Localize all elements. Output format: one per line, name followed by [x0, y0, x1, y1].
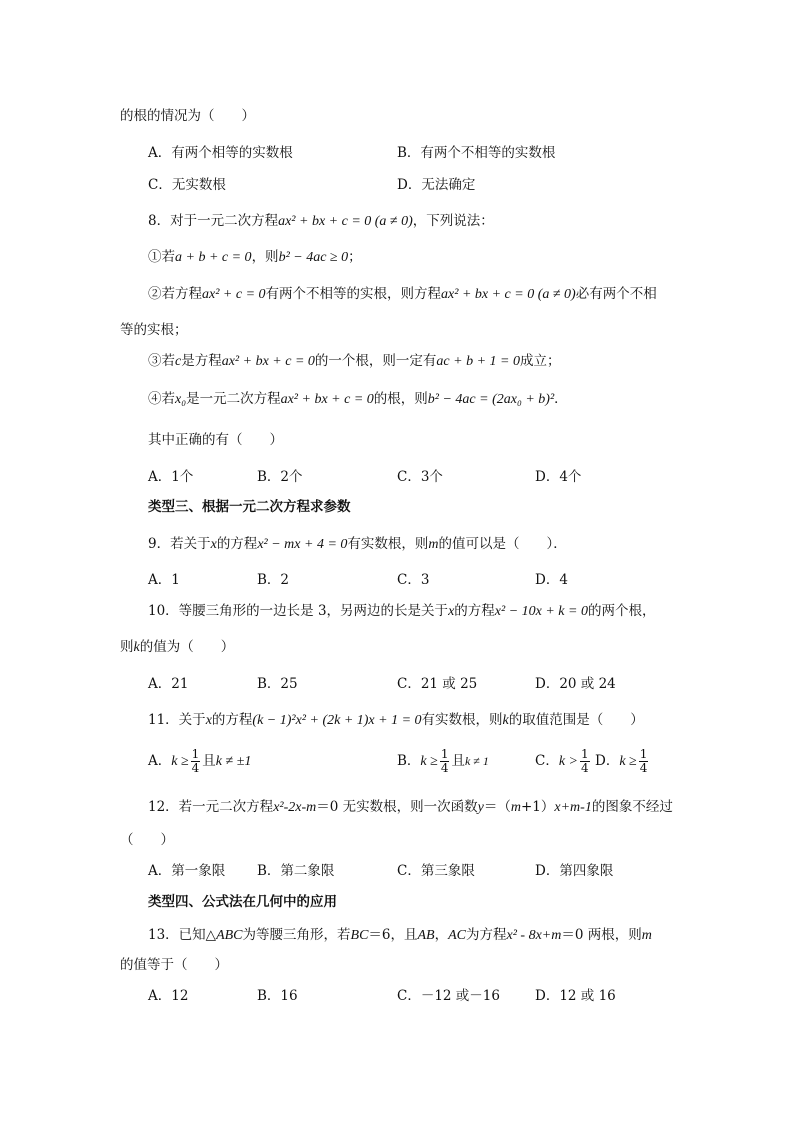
q13-option-c[interactable]: C．－12 或－16	[397, 988, 500, 1004]
q13-option-d[interactable]: D．12 或 16	[535, 988, 616, 1004]
q8-statement-1: ①若a + b + c = 0，则b² − 4ac ≥ 0；	[148, 249, 362, 265]
q11-option-d-fraction: $\frac{1}{4}$	[639, 747, 648, 775]
q8-statement-3: ③若c是方程ax² + bx + c = 0的一个根，则一定有ac + b + 1 = 0成立；	[148, 353, 561, 369]
q11-option-c[interactable]	[535, 748, 592, 775]
q7-option-d[interactable]: D．无法确定	[397, 177, 476, 193]
q12-option-a[interactable]: A．第一象限	[148, 863, 226, 879]
section-heading-4: 类型四、公式法在几何中的应用	[148, 894, 337, 910]
q13-stem-line2: 的值等于（ ）	[120, 957, 228, 973]
q11-stem: 11．关于x的方程(k − 1)²x² + (2k + 1)x + 1 = 0有实数根，则k的取值范围是（ ）	[148, 712, 644, 728]
q13-option-b[interactable]: B．16	[257, 988, 298, 1004]
q11-option-d-label: D．	[595, 753, 620, 769]
q12-option-d[interactable]: D．第四象限	[535, 863, 614, 879]
q9-option-a[interactable]: A．1	[148, 572, 180, 588]
q8-statement-2-cont: 等的实根；	[120, 322, 188, 338]
q11-option-c-relation: k >	[558, 754, 579, 769]
q11-option-d[interactable]	[595, 748, 650, 775]
q12-option-b[interactable]: B．第二象限	[257, 863, 335, 879]
q11-option-b-and: 且	[451, 753, 465, 769]
q8-option-c[interactable]: C．3个	[397, 469, 443, 485]
q11-option-b-label: B．	[397, 753, 421, 769]
q8-statement-4: ④若x₀是一元二次方程ax² + bx + c = 0的根，则b² − 4ac = (2ax₀ + b)²．	[148, 391, 568, 407]
q8-option-a[interactable]: A．1个	[148, 469, 194, 485]
q7-option-c[interactable]: C．无实数根	[148, 177, 226, 193]
q11-option-c-fraction: $\frac{1}{4}$	[581, 747, 589, 775]
q9-option-b[interactable]: B．2	[257, 572, 290, 588]
q8-statement-2: ②若方程ax² + c = 0有两个不相等的实根，则方程ax² + bx + c = 0 (a ≠ 0)必有两个不相	[148, 286, 657, 302]
q10-option-d[interactable]: D．20 或 24	[535, 676, 616, 692]
q11-option-b[interactable]	[397, 748, 489, 775]
q12-stem-line2: （ ）	[120, 832, 174, 848]
q10-stem-line2: 则k的值为（ ）	[120, 639, 235, 655]
q11-option-b-fraction: $\frac{1}{4}$	[440, 747, 449, 775]
q9-option-c[interactable]: C．3	[397, 572, 430, 588]
q11-option-a-and: 且	[202, 753, 216, 769]
q11-option-a-fraction: $\frac{1}{4}$	[191, 747, 200, 775]
q7-stem-tail: 的根的情况为（ ）	[120, 108, 255, 124]
q11-option-b-relation: k ≥	[420, 754, 438, 769]
q13-stem: 13．已知△ABC为等腰三角形，若BC＝6，且AB，AC为方程x² - 8x+m＝0 两根，则m	[148, 927, 652, 943]
q8-stem: 8．对于一元二次方程ax² + bx + c = 0 (a ≠ 0)，下列说法：	[148, 213, 494, 229]
q12-stem: 12．若一元二次方程x²-2x-m＝0 无实数根，则一次函数y＝（m+1）x+m-1的图象不经过	[148, 799, 673, 815]
q11-option-d-relation: k ≥	[619, 754, 637, 769]
q10-stem: 10．等腰三角形的一边长是 3，另两边的长是关于x的方程x² − 10x + k = 0的两个根，	[148, 603, 656, 619]
q11-option-a-cond: k ≠ ±1	[215, 754, 252, 769]
q7-option-b[interactable]: B．有两个不相等的实数根	[397, 145, 556, 161]
q11-option-b-cond: k ≠ 1	[464, 754, 489, 768]
q11-option-a-relation: k ≥	[171, 754, 189, 769]
section-heading-3: 类型三、根据一元二次方程求参数	[148, 499, 351, 515]
q10-option-b[interactable]: B．25	[257, 676, 298, 692]
q8-question: 其中正确的有（ ）	[148, 432, 283, 448]
q11-option-a[interactable]	[148, 748, 251, 775]
q9-option-d[interactable]: D．4	[535, 572, 568, 588]
q11-option-c-label: C．	[535, 753, 559, 769]
q8-option-b[interactable]: B．2个	[257, 469, 303, 485]
q12-option-c[interactable]: C．第三象限	[397, 863, 475, 879]
q9-stem: 9．若关于x的方程x² − mx + 4 = 0有实数根，则m的值可以是（ ）．	[148, 536, 567, 552]
q10-option-c[interactable]: C．21 或 25	[397, 676, 478, 692]
q8-option-d[interactable]: D．4个	[535, 469, 582, 485]
q13-option-a[interactable]: A．12	[148, 988, 189, 1004]
q10-option-a[interactable]: A．21	[148, 676, 189, 692]
q11-option-a-label: A．	[148, 753, 172, 769]
q7-option-a[interactable]: A．有两个相等的实数根	[148, 145, 293, 161]
